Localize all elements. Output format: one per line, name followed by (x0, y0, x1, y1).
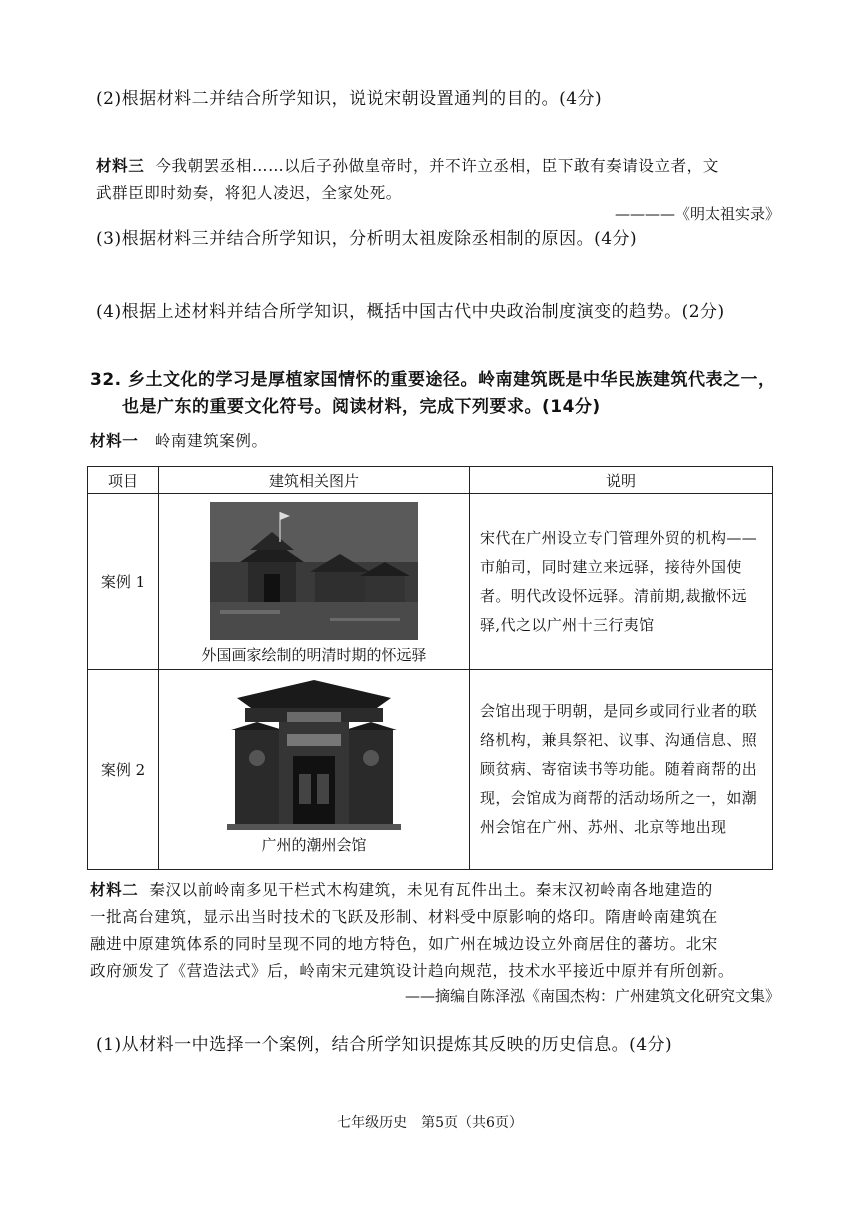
question-32-line2: 也是广东的重要文化符号。阅读材料，完成下列要求。(14分) (122, 397, 601, 417)
material-2-line3: 融进中原建筑体系的同时呈现不同的地方特色，如广州在城边设立外商居住的蕃坊。北宋 (90, 935, 718, 953)
case-2-desc: 会馆出现于明朝，是同乡或同行业者的联络机构，兼具祭祀、议事、沟通信息、照顾贫病、寄宿读书等功能。随着商帮的出现，会馆成为商帮的活动场所之一，如潮州会馆在广州、苏州、北京等地出现 (470, 670, 773, 870)
header-desc: 说明 (470, 467, 773, 494)
table-header-row (88, 467, 773, 494)
header-item: 项目 (88, 467, 159, 494)
material-1-label: 材料一 (90, 432, 139, 450)
case-1-image-cell (159, 494, 470, 670)
header-image: 建筑相关图片 (159, 467, 470, 494)
material-1-title: 岭南建筑案例。 (154, 432, 268, 450)
material-3-source: ————《明太祖实录》 (614, 205, 780, 223)
material-2-line2: 一批高台建筑，显示出当时技术的飞跃及形制、材料受中原影响的烙印。隋唐岭南建筑在 (90, 908, 718, 926)
table-row (88, 494, 773, 670)
case-2-image-cell (159, 670, 470, 870)
huaiyuan-post-photo (210, 502, 418, 640)
case-1-caption: 外国画家绘制的明清时期的怀远驿 (201, 646, 427, 664)
material-3-line1: 今我朝罢丞相……以后子孙做皇帝时，并不许立丞相，臣下敢有奏请设立者，文 (155, 157, 719, 175)
material-3-label: 材料三 (96, 157, 145, 175)
material-2-label: 材料二 (90, 881, 139, 899)
question-32-1: (1)从材料一中选择一个案例，结合所学知识提炼其反映的历史信息。(4分) (96, 1035, 673, 1055)
cases-table (87, 466, 773, 870)
material-2-source: ——摘编自陈泽泓《南国杰构：广州建筑文化研究文集》 (404, 987, 780, 1005)
case-1-desc: 宋代在广州设立专门管理外贸的机构——市舶司，同时建立来远驿，接待外国使者。明代改设怀远驿。清前期,裁撤怀远驿,代之以广州十三行夷馆 (470, 494, 773, 670)
question-4: (4)根据上述材料并结合所学知识，概括中国古代中央政治制度演变的趋势。(2分) (96, 302, 725, 322)
question-3: (3)根据材料三并结合所学知识，分析明太祖废除丞相制的原因。(4分) (96, 229, 638, 249)
question-32-line1: 32. 乡土文化的学习是厚植家国情怀的重要途径。岭南建筑既是中华民族建筑代表之一， (90, 370, 776, 390)
material-2 (90, 877, 790, 985)
table-row (88, 670, 773, 870)
chaozhou-guild-illustration (227, 678, 401, 830)
case-2-caption: 广州的潮州会馆 (261, 836, 367, 854)
huaiyuan-post-illustration (210, 502, 418, 640)
case-1-item: 案例 1 (88, 494, 159, 670)
material-3-line2: 武群臣即时劾奏，将犯人凌迟，全家处死。 (96, 184, 402, 202)
material-2-line1: 秦汉以前岭南多见干栏式木构建筑，未见有瓦件出土。秦末汉初岭南各地建造的 (149, 881, 713, 899)
question-2: (2)根据材料二并结合所学知识，说说宋朝设置通判的目的。(4分) (96, 89, 603, 109)
material-2-line4: 政府颁发了《营造法式》后，岭南宋元建筑设计趋向规范，技术水平接近中原并有所创新。 (90, 962, 735, 980)
page-footer: 七年级历史 第5页（共6页） (337, 1115, 523, 1131)
material-1-heading (90, 428, 268, 455)
case-2-item: 案例 2 (88, 670, 159, 870)
question-32 (90, 367, 790, 421)
chaozhou-guild-photo (227, 678, 401, 830)
material-3 (96, 153, 786, 207)
